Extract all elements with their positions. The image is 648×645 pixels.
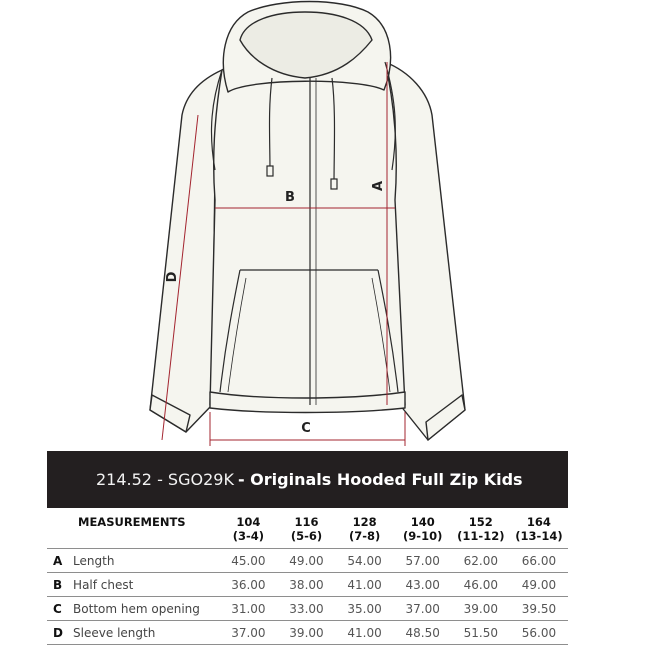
cell-value: 31.00 <box>219 597 277 621</box>
size-header: 140 (9-10) <box>403 515 443 543</box>
cell-value: 49.00 <box>510 573 568 597</box>
cell-value: 56.00 <box>510 621 568 645</box>
cell-value: 39.00 <box>277 621 335 645</box>
row-label: Half chest <box>73 573 219 597</box>
cell-value: 48.50 <box>394 621 452 645</box>
cell-value: 36.00 <box>219 573 277 597</box>
cell-value: 51.50 <box>452 621 510 645</box>
cell-value: 41.00 <box>336 573 394 597</box>
size-chart-table <box>47 510 568 645</box>
table-row <box>47 549 568 573</box>
cell-value: 39.50 <box>510 597 568 621</box>
cell-value: 43.00 <box>394 573 452 597</box>
cell-value: 57.00 <box>394 549 452 573</box>
row-label: Bottom hem opening <box>73 597 219 621</box>
dimension-label-a: A <box>371 180 386 192</box>
cell-value: 37.00 <box>394 597 452 621</box>
cell-value: 33.00 <box>277 597 335 621</box>
table-row <box>47 621 568 645</box>
size-header: 164 (13-14) <box>515 515 563 543</box>
row-letter: C <box>47 597 73 621</box>
row-label: Length <box>73 549 219 573</box>
cell-value: 41.00 <box>336 621 394 645</box>
title-separator: - <box>237 470 245 489</box>
cell-value: 45.00 <box>219 549 277 573</box>
size-header: 152 (11-12) <box>457 515 505 543</box>
dimension-label-b: B <box>285 190 295 205</box>
product-name-wrap <box>238 470 523 489</box>
cell-value: 38.00 <box>277 573 335 597</box>
row-letter: B <box>47 573 73 597</box>
cell-value: 39.00 <box>452 597 510 621</box>
table-row <box>47 597 568 621</box>
size-header: 104 (3-4) <box>232 515 265 543</box>
product-code: 214.52 - SGO29K <box>96 470 234 489</box>
cell-value: 46.00 <box>452 573 510 597</box>
cell-value: 49.00 <box>277 549 335 573</box>
size-header-row <box>47 510 568 549</box>
product-title-bar <box>47 451 568 508</box>
cell-value: 62.00 <box>452 549 510 573</box>
row-letter: A <box>47 549 73 573</box>
cell-value: 54.00 <box>336 549 394 573</box>
cell-value: 37.00 <box>219 621 277 645</box>
row-letter: D <box>47 621 73 645</box>
product-name: Originals Hooded Full Zip Kids <box>250 470 523 489</box>
dimension-label-d: D <box>165 271 180 283</box>
hoodie-body <box>210 52 405 410</box>
hoodie-technical-drawing <box>140 0 480 450</box>
hoodie-outline <box>150 2 465 441</box>
cell-value: 66.00 <box>510 549 568 573</box>
cell-value: 35.00 <box>336 597 394 621</box>
table-row <box>47 573 568 597</box>
measurements-header: MEASUREMENTS <box>78 515 186 529</box>
size-header: 128 (7-8) <box>348 515 381 543</box>
dimension-label-c: C <box>301 421 311 436</box>
row-label: Sleeve length <box>73 621 219 645</box>
size-header: 116 (5-6) <box>290 515 323 543</box>
